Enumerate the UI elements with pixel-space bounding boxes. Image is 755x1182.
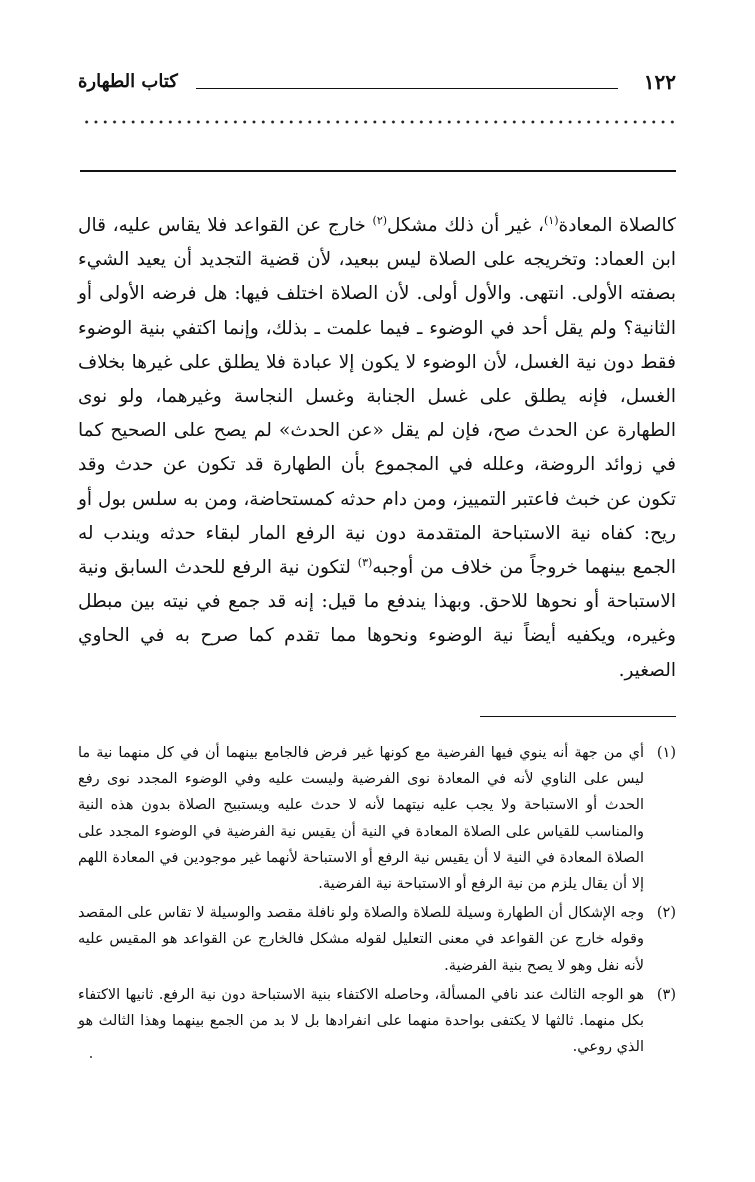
dotted-separator (82, 112, 674, 132)
main-text-segment: لتكون نية الرفع للحدث السابق ونية الاستباحة أو نحوها للاحق. وبهذا يندفع ما قيل: إنه قد جمع في نيته بين مبطل وغيره، ويكفيه أيضاً نية الوضوء ونحوها مما تقدم كما صرح به في الحاوي الصغير. (78, 557, 676, 681)
page-number: ١٢٢ (643, 70, 676, 94)
footnote-ref-1[interactable]: (١) (543, 214, 559, 227)
footnote-ref-3[interactable]: (٣) (357, 556, 373, 570)
main-text-segment: خارج عن القواعد فلا يقاس عليه، قال ابن العماد: وتخريجه على الصلاة ليس ببعيد، لأن قضية التجديد أن يعيد الشيء بصفته الأولى. انتهى. والأول أولى. لأن الصلاة اختلف فيها: هل فرضه الأولى أو الثانية؟ ولم يقل أحد في الوضوء ـ فيما علمت ـ بذلك، وإنما اكتفي بنية الوضوء فقط دون نية الغسل، لأن الوضوء لا يكون إلا عبادة فلا يطلق على غيرها بخلاف الغسل، فإنه يطلق على غسل الجنابة وغسل النجاسة وغيرهما، ولو نوى الطهارة عن الحدث صح، فإن لم يقل «عن الحدث» لم يصح على الصحيح كما في زوائد الروضة، وعلله في المجموع بأن الطهارة قد تكون عن حدث وقد تكون عن خبث فاعتبر التمييز، ومن دام حدثه كمستحاضة، ومن به سلس بول أو ريح: كفاه نية الاستباحة المتقدمة دون نية الرفع المار لبقاء حدثه ويندب له الجمع بينهما خروجاً من خلاف من أوجبه (78, 215, 676, 579)
footnote-number: (٣) (656, 986, 676, 1003)
main-text (78, 209, 676, 688)
footnote (78, 982, 676, 1061)
top-rule (80, 170, 676, 172)
footnote-separator (480, 716, 676, 717)
print-speck (90, 1056, 92, 1058)
footnote-text: أي من جهة أنه ينوي فيها الفرضية مع كونها غير فرض فالجامع بينهما أن في كل منهما نية ما ليس على الناوي لأنه في المعادة نوى الفرضية وليست عليه وفي الوضوء المجدد نوى رفع الحدث أو الاستباحة ولا يجب عليه نيتهما لأنه لا حدث عليه ويستبيح الصلاة بدون هذه النية والمناسب للقياس على الصلاة المعادة في النية أن يقيس نية الفرضية في الوضوء المجدد على الصلاة المعادة في النية لا أن يقيس نية الرفع أو الاستباحة لأنهما غير موجودين في المعادة اللهم إلا أن يقال يلزم من نية الرفع أو الاستباحة نية الفرضية. (78, 745, 644, 893)
footnote-ref-2[interactable]: (٢) (372, 214, 388, 227)
footnotes (78, 740, 676, 1063)
running-title: كتاب الطهارة (78, 71, 178, 92)
main-paragraph (78, 209, 676, 688)
main-text-segment: ، غير أن ذلك مشكل (387, 215, 544, 236)
footnote-number: (١) (656, 745, 676, 761)
main-text-segment: كالصلاة المعادة (558, 215, 676, 236)
footnote-text: هو الوجه الثالث عند نافي المسألة، وحاصله الاكتفاء بنية الاستباحة دون نية الرفع. ثانيها الاكتفاء بكل منهما. ثالثها لا يكتفى بواحدة منهما على انفرادها بل لا بد من الجمع بينهما وهذا الثالث هو الذي روعي. (78, 986, 644, 1056)
footnote (78, 740, 676, 897)
footnote-number: (٢) (656, 905, 676, 922)
footnote (78, 900, 676, 979)
page-header (78, 70, 676, 102)
header-rule (196, 88, 618, 89)
footnote-text: وجه الإشكال أن الطهارة وسيلة للصلاة والصلاة ولو نافلة مقصد والوسيلة لا تقاس على المقصد وقوله خارج عن القواعد في معنى التعليل لقوله مشكل فالخارج عن القواعد هو المقيس عليه لأنه نفل وهو لا يصح بنية الفرضية. (78, 905, 644, 974)
